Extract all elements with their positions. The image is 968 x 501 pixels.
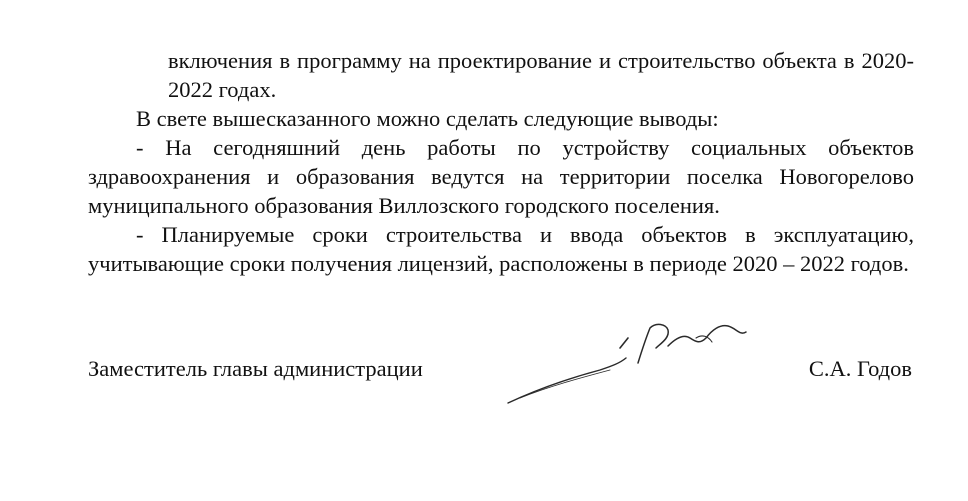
- paragraph-continuation: включения в программу на проектирование и строительство объекта в 2020-2022 годах.: [168, 48, 914, 102]
- signatory-name: С.А. Годов: [808, 356, 912, 381]
- paragraph-conclusion-item-1: - На сегодняшний день работы по устройству социальных объектов здравоохранения и образования ведутся на территории поселка Новогорелово муниципального образования Виллозского городского поселения.: [88, 135, 914, 218]
- paragraph-conclusion-item-2: - Планируемые сроки строительства и ввода объектов в эксплуатацию, учитывающие сроки получения лицензий, расположены в периоде 2020 – 2022 годов.: [88, 222, 914, 276]
- handwritten-signature-icon: [500, 308, 760, 412]
- signatory-position: Заместитель главы администрации: [88, 356, 423, 381]
- paragraph-conclusion-intro: В свете вышесказанного можно сделать следующие выводы:: [136, 106, 719, 131]
